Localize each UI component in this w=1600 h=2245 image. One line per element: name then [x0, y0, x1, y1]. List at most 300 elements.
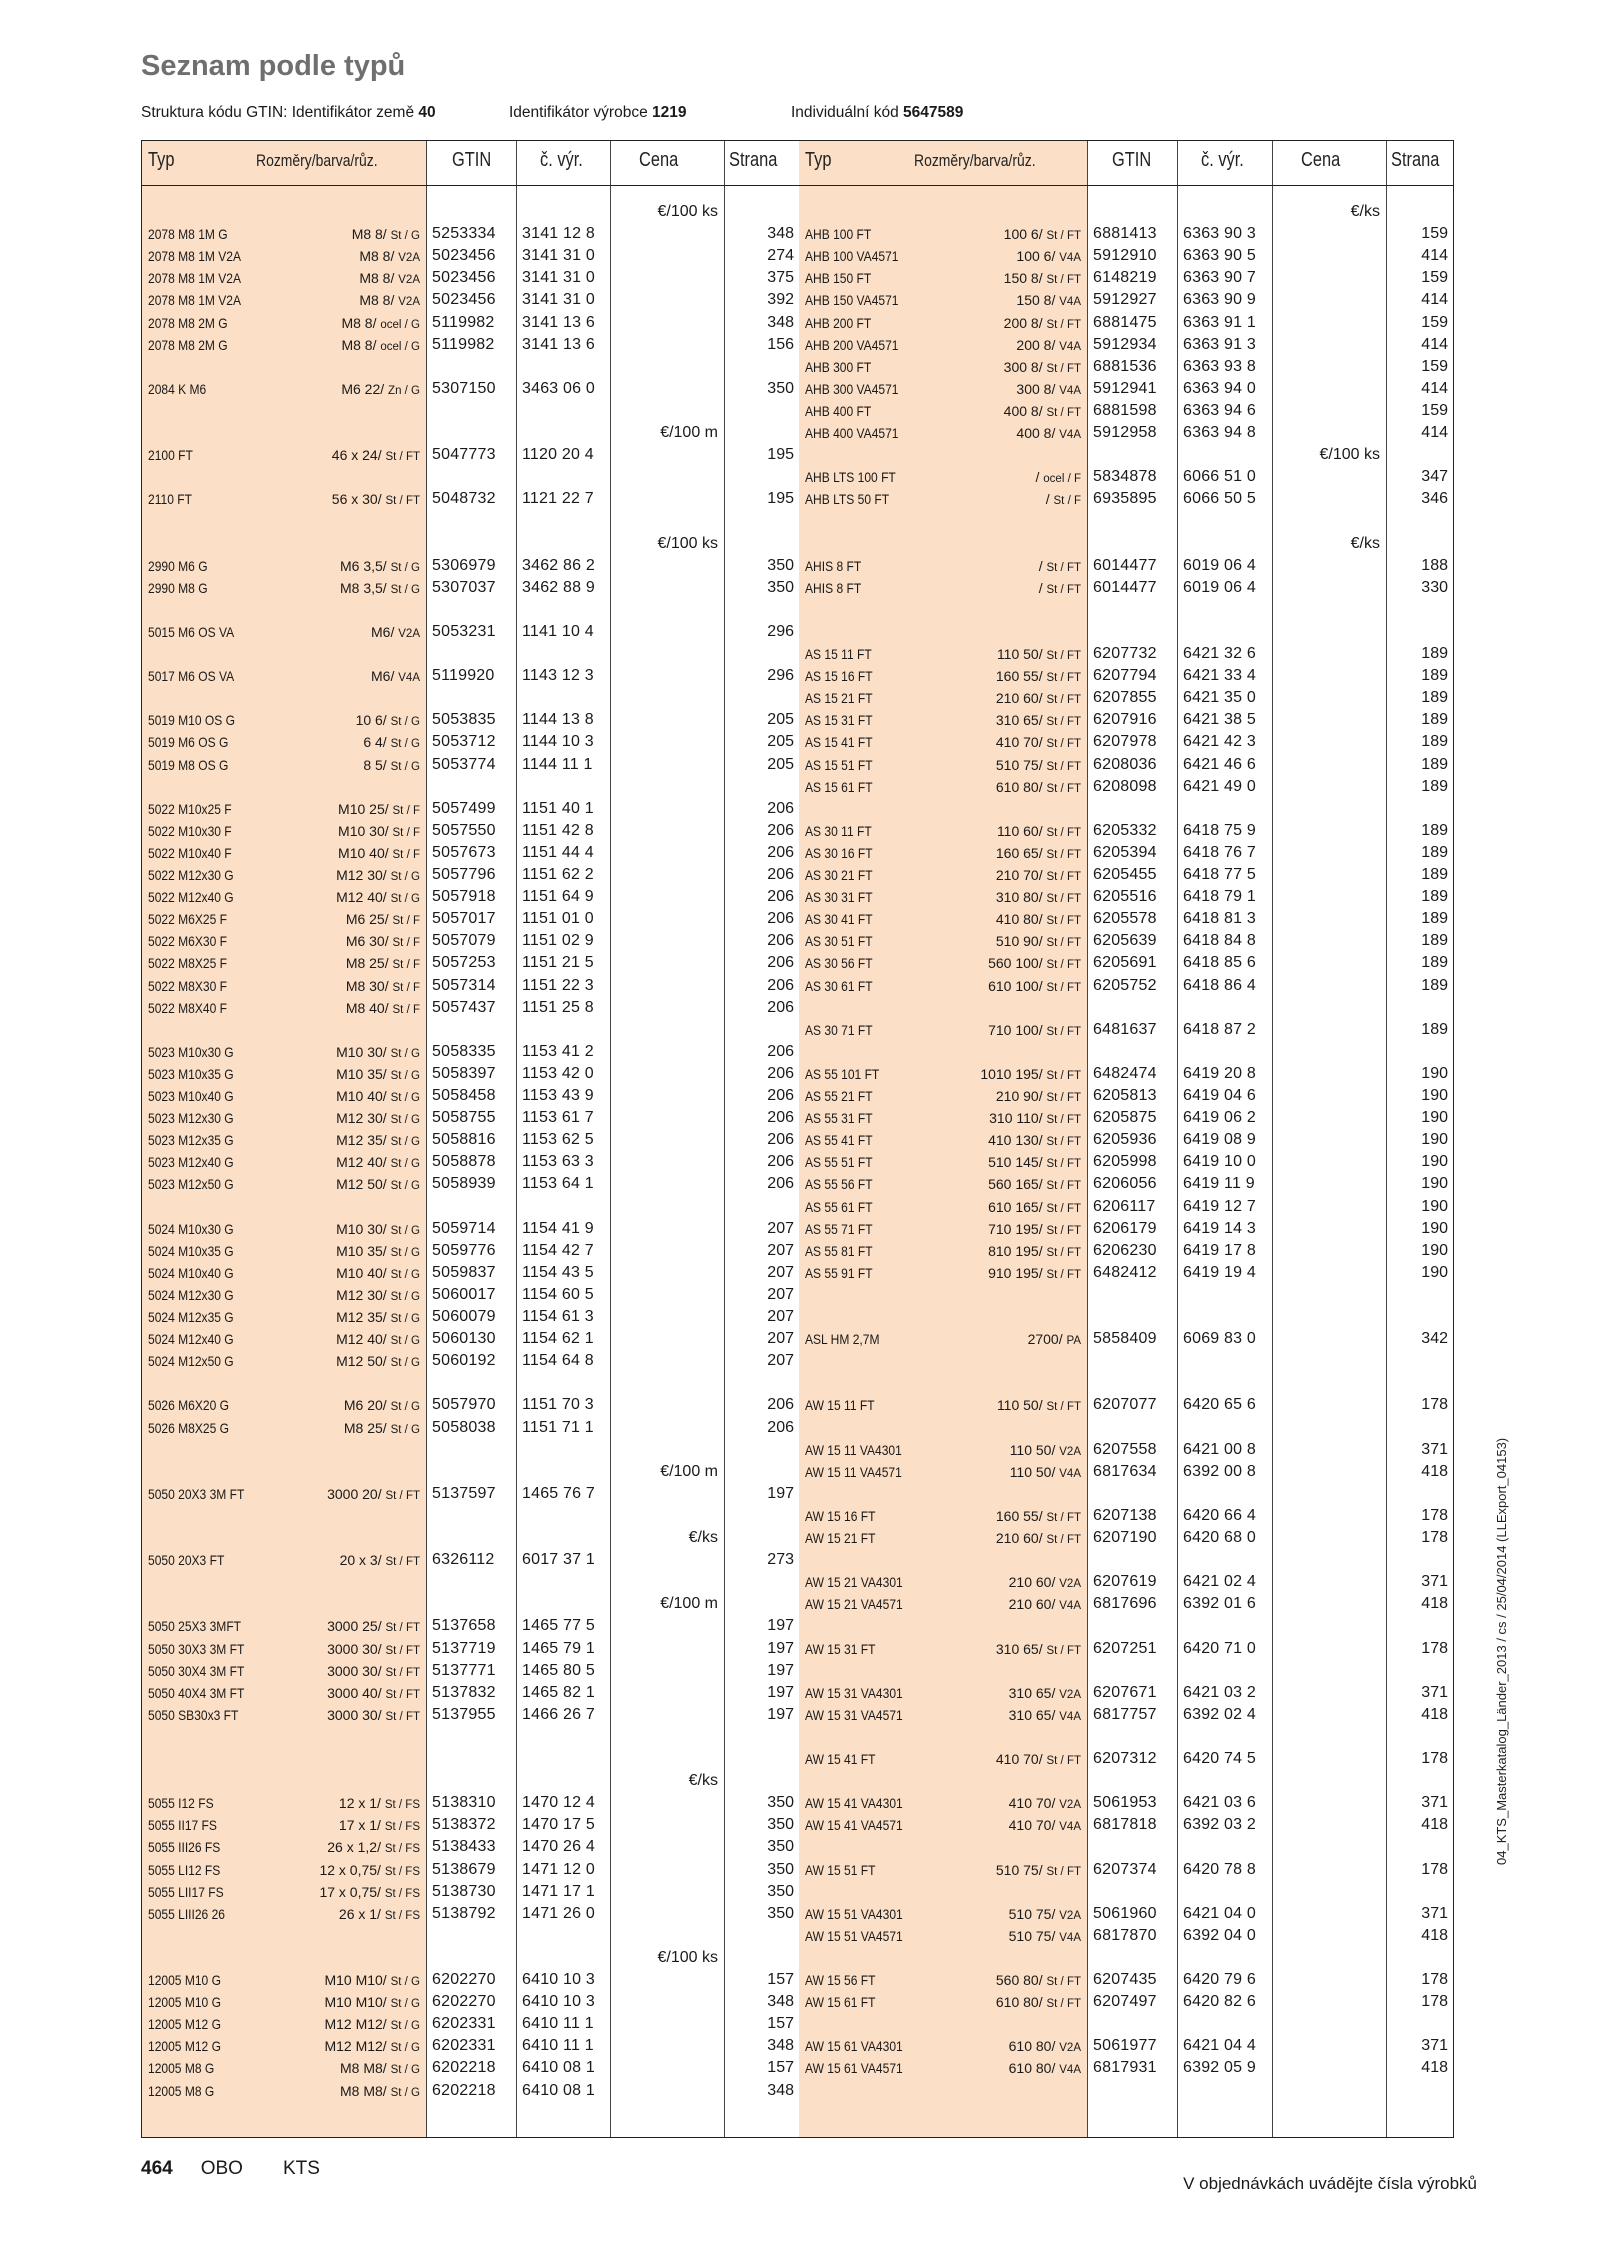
material-code: St / FT [385, 1556, 420, 1569]
dimension-cell [242, 444, 420, 468]
dimension-value: M6 20/ [343, 1397, 387, 1414]
article-number-cell: 6392 04 0 [1183, 1926, 1256, 1944]
dimension-cell [242, 975, 420, 999]
article-number-cell: 6363 91 3 [1183, 335, 1256, 353]
dimension-cell [242, 731, 420, 755]
type-cell: AS 55 21 FT [805, 1088, 873, 1104]
type-cell: AS 15 41 FT [805, 734, 873, 751]
dimension-cell [242, 820, 420, 844]
dimension-value: 200 8/ [1016, 336, 1056, 353]
page-ref-cell: 178 [1421, 1750, 1448, 1767]
gtin-cell: 5137771 [432, 1661, 496, 1679]
material-code: V2A [1059, 1688, 1081, 1701]
material-code: St / FT [1046, 1976, 1081, 1988]
price-unit: €/100 m [660, 1595, 718, 1613]
dimension-cell [899, 1505, 1081, 1529]
article-number-cell: 1466 26 7 [522, 1705, 595, 1723]
table-row [142, 267, 799, 289]
dimension-cell [242, 312, 420, 336]
page-ref-cell: 347 [1421, 468, 1448, 486]
type-cell: 5050 20X3 3M FT [148, 1485, 245, 1502]
dimension-cell [242, 754, 420, 778]
table-row [799, 1196, 1453, 1218]
article-number-cell: 6363 90 7 [1183, 269, 1256, 287]
page-ref-cell: 348 [767, 225, 794, 243]
dimension-value: 610 165/ [988, 1198, 1043, 1215]
dimension-cell [242, 908, 420, 932]
dimension-value: M10 30/ [336, 1043, 387, 1060]
dimension-value: 410 130/ [988, 1132, 1043, 1149]
gtin-cell: 6207138 [1093, 1506, 1157, 1524]
material-code: St / FS [384, 1821, 420, 1834]
table-row [799, 1151, 1453, 1173]
dimension-cell [899, 1903, 1081, 1927]
gtin-cell: 6207978 [1093, 733, 1157, 751]
page-ref-cell: 206 [767, 1131, 794, 1149]
gtin-cell: 6207558 [1093, 1440, 1157, 1458]
gtin-part-label: Struktura kódu GTIN: Identifikátor země [141, 104, 419, 121]
dimension-cell [899, 908, 1081, 932]
dimension-cell [242, 1041, 420, 1065]
article-number-cell: 6418 81 3 [1183, 910, 1256, 928]
page-ref-cell: 156 [767, 335, 794, 353]
dimension-value: 26 x 1,2/ [327, 1839, 381, 1856]
material-code: St / FT [1046, 362, 1081, 375]
gtin-cell: 6482412 [1093, 1263, 1157, 1281]
article-number-cell: 6066 50 5 [1183, 490, 1256, 508]
material-code: St / G [390, 1136, 420, 1149]
page-ref-cell: 206 [767, 1109, 794, 1127]
page-ref-cell: 207 [767, 1219, 794, 1237]
page-ref-cell: 178 [1421, 1529, 1448, 1546]
dimension-cell [242, 223, 420, 247]
gtin-cell: 6205394 [1093, 843, 1157, 861]
footer-left [141, 2158, 320, 2180]
table-row [142, 886, 799, 908]
article-number-cell: 1153 61 7 [522, 1109, 594, 1127]
gtin-cell: 5060192 [432, 1352, 496, 1370]
dimension-value: 3000 25/ [327, 1618, 382, 1635]
type-cell: AS 55 71 FT [805, 1220, 873, 1237]
type-cell: 5017 M6 OS VA [148, 668, 235, 685]
dimension-value: M8 M8/ [340, 2060, 387, 2077]
dimension-value: 110 50/ [996, 646, 1043, 662]
material-code: St / FT [385, 1688, 420, 1701]
page-ref-cell: 178 [1421, 1971, 1448, 1988]
type-cell: AS 55 31 FT [805, 1110, 873, 1127]
article-number-cell: 6420 68 0 [1183, 1529, 1256, 1546]
material-code: ocel / G [380, 340, 420, 353]
table-row [142, 1615, 799, 1637]
type-cell: 5024 M12x40 G [148, 1331, 234, 1348]
gtin-cell: 5138433 [432, 1838, 496, 1856]
dimension-cell [242, 1969, 420, 1993]
page-ref-cell: 190 [1421, 1263, 1448, 1281]
table-row [799, 2057, 1453, 2079]
material-code: St / FT [1046, 782, 1081, 795]
type-cell: 2078 M8 1M V2A [148, 270, 242, 287]
dimension-value: M12 M12/ [324, 2038, 387, 2055]
type-cell: AHIS 8 FT [805, 579, 862, 596]
type-cell: AW 15 21 VA4301 [805, 1574, 903, 1591]
page-ref-cell: 206 [767, 799, 794, 817]
article-number-cell: 6392 01 6 [1183, 1595, 1256, 1613]
table-row [799, 1814, 1453, 1836]
table-row [142, 1881, 799, 1903]
page-ref-cell: 178 [1421, 1860, 1448, 1878]
article-number-cell: 1465 79 1 [522, 1639, 595, 1657]
dimension-value: 610 100/ [988, 977, 1043, 994]
type-cell: AHB LTS 50 FT [805, 491, 890, 508]
article-number-cell: 1471 12 0 [522, 1860, 595, 1878]
dimension-value: M12 30/ [336, 867, 387, 883]
gtin-cell: 5058335 [432, 1042, 496, 1060]
page-ref-cell: 371 [1421, 2037, 1448, 2055]
material-code: St / FT [1046, 1069, 1081, 1082]
dimension-cell [899, 1240, 1081, 1264]
material-code: St / G [390, 1976, 420, 1988]
material-code: St / FT [1046, 871, 1081, 883]
page-ref-cell: 206 [767, 1064, 794, 1082]
gtin-cell: 5137658 [432, 1617, 496, 1635]
gtin-cell: 6205691 [1093, 954, 1157, 972]
dimension-value: M12 40/ [336, 1154, 387, 1171]
type-cell: AW 15 31 VA4301 [805, 1684, 903, 1701]
page-ref-cell: 189 [1421, 1020, 1448, 1038]
material-code: St / FT [1046, 826, 1081, 839]
table-row [799, 1593, 1453, 1615]
dimension-cell [242, 334, 420, 358]
table-row [799, 975, 1453, 997]
article-number-cell: 3462 86 2 [522, 556, 595, 574]
dimension-cell [242, 2080, 420, 2104]
header-typ: Typ [805, 149, 832, 171]
type-cell: AS 55 101 FT [805, 1065, 880, 1082]
gtin-cell: 5057079 [432, 932, 496, 950]
type-cell: AHB 400 FT [805, 402, 872, 419]
gtin-cell: 6481637 [1093, 1020, 1157, 1038]
dimension-cell [899, 864, 1081, 888]
gtin-cell: 6205875 [1093, 1109, 1157, 1127]
material-code: St / FT [1046, 937, 1081, 950]
table-row [142, 842, 799, 864]
gtin-cell: 6207251 [1093, 1639, 1157, 1657]
dimension-value: 410 80/ [995, 911, 1043, 928]
page-ref-cell: 206 [767, 888, 794, 906]
table-row [799, 1129, 1453, 1151]
article-number-cell: 3141 13 6 [522, 335, 595, 353]
table-row [799, 334, 1453, 356]
article-number-cell: 3141 12 8 [522, 225, 595, 243]
dimension-cell [242, 1836, 420, 1860]
page-ref-cell: 206 [767, 954, 794, 972]
article-number-cell: 1154 41 9 [522, 1219, 594, 1237]
page-ref-cell: 189 [1421, 843, 1448, 861]
dimension-value: 560 165/ [988, 1176, 1043, 1193]
dimension-value: M8 8/ [351, 226, 387, 243]
page-ref-cell: 190 [1421, 1219, 1448, 1237]
material-code: St / FT [1046, 1534, 1081, 1546]
material-code: St / FT [1046, 959, 1081, 972]
dimension-value: 150 8/ [1003, 270, 1043, 287]
type-cell: 5019 M6 OS G [148, 734, 229, 751]
page-ref-cell: 189 [1421, 667, 1448, 685]
page-ref-cell: 207 [767, 1352, 794, 1370]
table-row [799, 378, 1453, 400]
material-code: St / G [390, 2020, 420, 2033]
page-ref-cell: 189 [1421, 711, 1448, 729]
side-reference: 04_KTS_Masterkatalog_Länder_2013 / cs / 25/04/2014 (LLExport_04153) [1494, 1437, 1509, 1865]
type-cell: 5022 M6X30 F [148, 933, 227, 950]
dimension-cell [899, 1328, 1081, 1352]
dimension-value: 12 x 1/ [338, 1795, 381, 1812]
material-code: St / G [390, 1114, 420, 1127]
article-number-cell: 6410 08 1 [522, 2081, 595, 2099]
dimension-value: 110 50/ [1009, 1441, 1056, 1458]
article-number-cell: 1151 21 5 [522, 954, 594, 972]
article-number-cell: 3141 31 0 [522, 291, 595, 309]
header-divider [799, 185, 1453, 186]
table-row [142, 2080, 799, 2102]
table-row [799, 1704, 1453, 1726]
material-code: St / FT [1046, 1092, 1081, 1104]
page-ref-cell: 190 [1421, 1241, 1448, 1259]
page-ref-cell: 197 [767, 1484, 794, 1502]
table-row [799, 1792, 1453, 1814]
page-ref-cell: 189 [1421, 755, 1448, 773]
article-number-cell: 6419 11 9 [1183, 1175, 1255, 1193]
header-cvyr: č. výr. [540, 149, 583, 171]
material-code: St / FT [1046, 760, 1081, 773]
dimension-cell [242, 709, 420, 733]
dimension-value: 610 80/ [995, 1994, 1043, 2011]
article-number-cell: 1153 42 0 [522, 1064, 594, 1082]
dimension-value: M12 35/ [336, 1132, 387, 1149]
material-code: St / G [390, 871, 420, 883]
table-row [799, 1173, 1453, 1195]
dimension-value: M10 M10/ [324, 1972, 387, 1988]
price-unit: €/100 ks [1319, 446, 1380, 464]
table-row [799, 952, 1453, 974]
article-number-cell: 6421 35 0 [1183, 689, 1256, 707]
dimension-cell [899, 820, 1081, 844]
type-cell: AS 55 61 FT [805, 1198, 873, 1215]
brand-kts: KTS [282, 2158, 320, 2179]
gtin-cell: 5059837 [432, 1263, 496, 1281]
dimension-value: 510 90/ [995, 933, 1043, 950]
gtin-cell: 5023456 [432, 247, 496, 265]
dimension-cell [899, 952, 1081, 976]
table-row [142, 1859, 799, 1881]
page-ref-cell: 206 [767, 998, 794, 1016]
table-row [799, 1107, 1453, 1129]
article-number-cell: 1154 43 5 [522, 1263, 594, 1281]
material-code: St / FT [385, 1622, 420, 1635]
gtin-cell: 6206179 [1093, 1219, 1157, 1237]
page-ref-cell: 190 [1421, 1131, 1448, 1149]
table-row [142, 312, 799, 334]
page-number: 464 [141, 2158, 173, 2179]
dimension-cell [899, 555, 1081, 579]
material-code: St / FT [1046, 694, 1081, 707]
dimension-cell [899, 2057, 1081, 2081]
gtin-cell: 6207794 [1093, 667, 1157, 685]
article-number-cell: 6419 17 8 [1183, 1241, 1256, 1259]
type-cell: AS 30 56 FT [805, 955, 873, 972]
dimension-cell [242, 1151, 420, 1175]
table-row [799, 930, 1453, 952]
page-ref-cell: 418 [1421, 2059, 1448, 2077]
table-row [142, 1306, 799, 1328]
dimension-value: 17 x 0,75/ [319, 1883, 381, 1900]
gtin-cell: 5060017 [432, 1285, 496, 1303]
dimension-cell [242, 1129, 420, 1153]
dimension-cell [899, 1638, 1081, 1662]
dimension-cell [899, 466, 1081, 490]
type-cell: 5022 M8X25 F [148, 955, 227, 972]
gtin-cell: 6881475 [1093, 313, 1157, 331]
dimension-value: M10 30/ [338, 822, 389, 839]
table-row [142, 1063, 799, 1085]
page-ref-cell: 350 [767, 578, 794, 596]
table-row [142, 1394, 799, 1416]
dimension-value: 3000 30/ [327, 1640, 382, 1657]
gtin-cell: 6817870 [1093, 1926, 1157, 1944]
table-row [142, 1129, 799, 1151]
type-cell: AS 30 41 FT [805, 911, 873, 928]
material-code: St / G [390, 2064, 420, 2077]
dimension-value: M8 8/ [359, 248, 395, 265]
article-number-cell: 6410 10 3 [522, 1971, 595, 1988]
material-code: V2A [398, 252, 420, 265]
dimension-cell [242, 1350, 420, 1374]
dimension-cell [242, 1792, 420, 1816]
table-row [142, 731, 799, 753]
header-divider [142, 185, 799, 186]
page-ref-cell: 190 [1421, 1153, 1448, 1171]
page-ref-cell: 414 [1421, 335, 1448, 353]
page-ref-cell: 190 [1421, 1087, 1448, 1104]
page-ref-cell: 206 [767, 843, 794, 861]
dimension-cell [242, 1284, 420, 1308]
article-number-cell: 1465 80 5 [522, 1661, 595, 1679]
type-cell: 2078 M8 1M V2A [148, 292, 242, 309]
type-cell: 5019 M8 OS G [148, 756, 229, 773]
dimension-value: 310 65/ [1008, 1706, 1056, 1723]
type-cell: 5022 M10x25 F [148, 800, 232, 817]
table-row [142, 1704, 799, 1726]
page-ref-cell: 350 [767, 1860, 794, 1878]
dimension-cell [242, 665, 420, 689]
article-number-cell: 1143 12 3 [522, 667, 594, 685]
dimension-cell [242, 577, 420, 601]
material-code: St / G [390, 2086, 420, 2099]
page-ref-cell: 159 [1421, 357, 1448, 375]
material-code: St / G [390, 1998, 420, 2011]
table-row [799, 1903, 1453, 1925]
material-code: St / G [390, 1246, 420, 1259]
table-row [142, 1284, 799, 1306]
dimension-value: 210 90/ [995, 1088, 1043, 1104]
article-number-cell: 1154 62 1 [522, 1330, 594, 1348]
gtin-cell: 6817696 [1093, 1595, 1157, 1613]
material-code: St / FT [1046, 230, 1081, 243]
dimension-cell [899, 1439, 1081, 1463]
page-ref-cell: 206 [767, 1175, 794, 1193]
material-code: St / G [390, 561, 420, 574]
type-cell: AS 30 16 FT [805, 844, 873, 861]
table-row [142, 709, 799, 731]
dimension-cell [242, 1262, 420, 1286]
type-cell: AW 15 61 VA4571 [805, 2060, 903, 2077]
dimension-value: 300 8/ [1003, 358, 1043, 375]
table-row [799, 886, 1453, 908]
page-ref-cell: 371 [1421, 1904, 1448, 1922]
material-code: V2A [398, 296, 420, 309]
dimension-value: 410 70/ [995, 734, 1043, 751]
gtin-part [141, 104, 436, 122]
dimension-value: 20 x 3/ [339, 1552, 382, 1569]
dimension-cell [242, 930, 420, 954]
material-code: St / F [392, 804, 420, 817]
gtin-cell: 5057499 [432, 799, 496, 817]
article-number-cell: 1151 70 3 [522, 1396, 594, 1414]
type-cell: 5023 M12x50 G [148, 1176, 234, 1193]
dimension-value: M12 M12/ [324, 2016, 387, 2033]
material-code: St / FT [1046, 1401, 1081, 1414]
article-number-cell: 6363 91 1 [1183, 313, 1256, 331]
type-cell: 5055 LII17 FS [148, 1883, 224, 1900]
dimension-cell [899, 1129, 1081, 1153]
type-cell: 5022 M6X25 F [148, 911, 227, 928]
article-number-cell: 6419 06 2 [1183, 1109, 1256, 1127]
article-number-cell: 1151 22 3 [522, 976, 594, 994]
type-cell: AW 15 51 VA4301 [805, 1905, 903, 1922]
page-ref-cell: 189 [1421, 888, 1448, 906]
page-ref-cell: 346 [1421, 490, 1448, 508]
dimension-cell [242, 886, 420, 910]
material-code: St / G [390, 1401, 420, 1414]
article-number-cell: 6418 75 9 [1183, 821, 1256, 839]
gtin-part-value: 40 [418, 104, 436, 121]
dimension-cell [242, 1814, 420, 1838]
material-code: St / FT [385, 1489, 420, 1502]
type-cell: 5055 LI12 FS [148, 1861, 221, 1878]
dimension-cell [899, 1196, 1081, 1220]
type-cell: 12005 M8 G [148, 2082, 215, 2099]
dimension-cell [242, 289, 420, 313]
dimension-value: M8 8/ [359, 292, 395, 309]
article-number-cell: 6419 14 3 [1183, 1219, 1256, 1237]
dimension-value: 6 4/ [363, 734, 387, 751]
page-ref-cell: 197 [767, 1661, 794, 1679]
dimension-cell [899, 577, 1081, 601]
type-cell: AS 30 11 FT [805, 822, 872, 839]
type-cell: AS 55 51 FT [805, 1154, 873, 1171]
dimension-cell [242, 1306, 420, 1330]
gtin-cell: 6207077 [1093, 1396, 1157, 1414]
dimension-value: M8 30/ [345, 977, 389, 994]
dimension-cell [899, 1593, 1081, 1617]
dimension-cell [899, 223, 1081, 247]
type-cell: 5024 M12x30 G [148, 1286, 234, 1303]
page-ref-cell: 178 [1421, 1993, 1448, 2011]
dimension-cell [899, 1682, 1081, 1706]
table-row [142, 2057, 799, 2079]
article-number-cell: 6419 08 9 [1183, 1131, 1256, 1149]
type-cell: 12005 M8 G [148, 2060, 215, 2077]
article-number-cell: 6392 05 9 [1183, 2059, 1256, 2077]
